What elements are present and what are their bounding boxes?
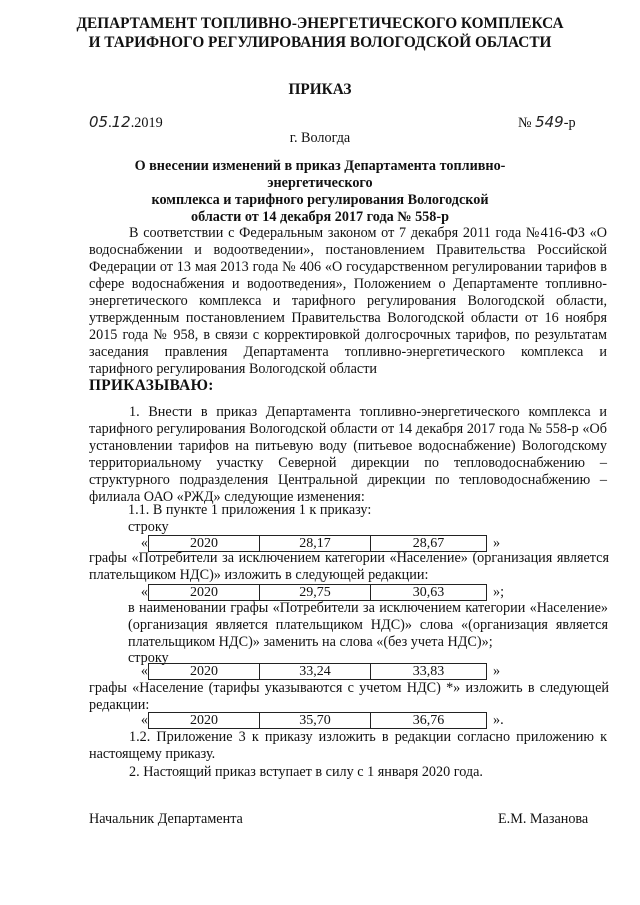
- quote-open: «: [140, 534, 148, 551]
- item-1-paragraph: 1. Внести в приказ Департамента топливно-энергетического комплекса и тарифного регулирования Вологодской области от 14 декабря 2017 года № 558-р «Об установлении тарифов на питьевую воду (питьевое водоснабжение) Вологодскому территориальному участку Северной дирекции по тепловодоснабжению – структурного подразделения Центральной дирекции по тепловодоснабжению – филиала ОАО «РЖД» следующие изменения:: [89, 404, 607, 505]
- item-1-2: 1.2. Приложение 3 к приказу изложить в редакции согласно приложению к настоящему приказу.: [89, 729, 607, 762]
- quote-open: «: [140, 711, 148, 728]
- cell-value-2: 30,63: [370, 585, 486, 600]
- table-row-4: [128, 712, 504, 728]
- quote-close: ».: [493, 711, 504, 728]
- tariff-table-row: [148, 712, 487, 729]
- naimenovanie-paragraph: в наименовании графы «Потребители за исключением категории «Население» (организация является плательщиком НДС)» слова «(организация является плательщиком НДС)» заменить на слова «(без учета НДС)»;: [128, 600, 608, 650]
- number-suffix: -р: [563, 115, 576, 131]
- table-row-2: [128, 584, 504, 600]
- department-header-line1: ДЕПАРТАМЕНТ ТОПЛИВНО-ЭНЕРГЕТИЧЕСКОГО КОМПЛЕКСА: [76, 15, 564, 32]
- date-month: 12: [111, 113, 131, 131]
- number-value: 549: [535, 113, 564, 131]
- tariff-table-row: [148, 663, 487, 680]
- preamble-paragraph: В соответствии с Федеральным законом от 7 декабря 2011 года №416-ФЗ «О водоснабжении и водоотведении», постановлением Правительства Российской Федерации от 13 мая 2013 года № 406 «О государственном регулировании тарифов в сфере водоснабжения и водоотведения», Положением о Департаменте топливно-энергетического комплекса и тарифного регулирования Вологодской области, утвержденным постановлением Правительства Вологодской области от 16 ноября 2015 года № 958, в связи с корректировкой долгосрочных тарифов, по результатам заседания правления Департамента топливно-энергетического комплекса и тарифного регулирования Вологодской области: [89, 225, 607, 377]
- date-day: 05: [89, 113, 109, 131]
- signature-name: Е.М. Мазанова: [498, 811, 589, 827]
- department-header: [0, 14, 640, 52]
- tariff-table-row: [148, 584, 487, 601]
- quote-close: »: [493, 662, 501, 679]
- order-subject: [100, 158, 540, 226]
- cell-value-2: 33,83: [370, 664, 486, 679]
- quote-open: «: [140, 583, 148, 600]
- subject-line2: комплекса и тарифного регулирования Вологодской: [151, 192, 489, 208]
- quote-close: »: [493, 534, 501, 551]
- order-title: ПРИКАЗ: [288, 81, 352, 98]
- item-1-1: 1.1. В пункте 1 приложения 1 к приказу:: [128, 502, 372, 518]
- grafy-paragraph-2: графы «Население (тарифы указываются с учетом НДС) *» изложить в следующей редакции:: [89, 680, 609, 713]
- table-row-1: [128, 535, 500, 551]
- subject-line3: области от 14 декабря 2017 года № 558-р: [191, 209, 449, 225]
- item-2: 2. Настоящий приказ вступает в силу с 1 января 2020 года.: [129, 764, 483, 780]
- date-year: .2019: [130, 115, 163, 131]
- signature-position: Начальник Департамента: [89, 811, 243, 827]
- prikazyvayu-heading: ПРИКАЗЫВАЮ:: [89, 377, 214, 394]
- quote-open: «: [140, 662, 148, 679]
- stroku-label-1: строку: [128, 519, 169, 535]
- cell-value-1: 28,17: [259, 536, 370, 551]
- number-prefix: №: [518, 115, 532, 131]
- date-sep: .: [108, 115, 112, 131]
- cell-value-1: 35,70: [259, 713, 370, 728]
- subject-line1: О внесении изменений в приказ Департамента топливно-энергетического: [134, 158, 506, 191]
- cell-year: 2020: [190, 535, 218, 551]
- stroku-label-2: строку: [128, 650, 169, 666]
- cell-value-1: 33,24: [259, 664, 370, 679]
- cell-value-1: 29,75: [259, 585, 370, 600]
- cell-value-2: 36,76: [370, 713, 486, 728]
- department-header-line2: И ТАРИФНОГО РЕГУЛИРОВАНИЯ ВОЛОГОДСКОЙ ОБЛАСТИ: [88, 34, 552, 51]
- tariff-table-row: [148, 535, 487, 552]
- cell-year: 2020: [190, 712, 218, 728]
- city: г. Вологда: [289, 130, 351, 146]
- cell-year: 2020: [190, 584, 218, 600]
- cell-value-2: 28,67: [370, 536, 486, 551]
- grafy-paragraph-1: графы «Потребители за исключением категории «Население» (организация является плательщиком НДС)» изложить в следующей редакции:: [89, 550, 609, 583]
- quote-close: »;: [493, 583, 505, 600]
- cell-year: 2020: [190, 663, 218, 679]
- table-row-3: [128, 663, 500, 679]
